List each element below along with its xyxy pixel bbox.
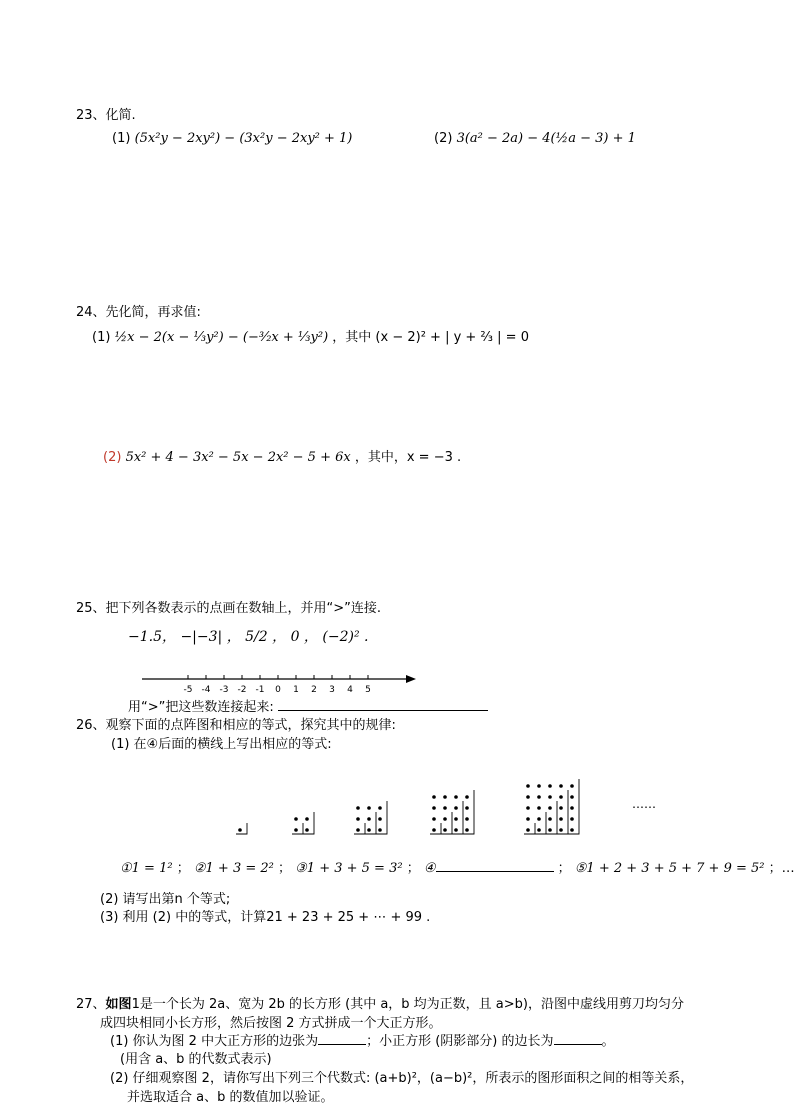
q26-sub1: (1) 在④后面的横线上写出相应的等式: [111,737,332,752]
dot [548,817,552,821]
q23-p1-label: (1) [112,131,131,146]
q23-title: 23、化简. [76,108,136,123]
axis-tick-label: -2 [237,685,247,695]
dot [443,795,447,799]
dot [526,795,530,799]
q27-sub1-b: ；小正方形 (阴影部分) 的边长为 [366,1034,554,1049]
dot [570,784,574,788]
number-line [140,672,420,698]
axis-tick-label: 3 [329,685,335,695]
dot [537,817,541,821]
dot [367,817,371,821]
q27-sub2-cont: 并选取适合 a、b 的数值加以验证。 [127,1090,334,1105]
dot [356,828,360,832]
q24-p1-expr: ½x − 2(x − ⅓y²) − (−³⁄₂x + ⅓y²) [114,330,329,345]
q27-line1 [76,993,684,1012]
layer-separator [430,823,441,834]
q27-sub1 [110,1030,615,1049]
axis-tick-label: -3 [219,685,229,695]
q24-p1-label: (1) [92,330,111,345]
dot [465,817,469,821]
q26-title: 26、观察下面的点阵图和相应的等式，探究其中的规律: [76,718,396,733]
q26-sub2: (2) 请写出第n 个等式; [100,892,231,907]
dot [454,817,458,821]
dot [305,817,309,821]
q27-blank-1[interactable] [318,1032,366,1045]
dot [356,817,360,821]
dot [559,828,563,832]
eq-5: ⑤1 + 2 + 3 + 5 + 7 + 9 = 5² [574,861,765,876]
dot [526,817,530,821]
dot [294,828,298,832]
dot [432,795,436,799]
dot [559,817,563,821]
eq-3: ③1 + 3 + 5 = 3² [295,861,403,876]
dot-ellipsis: …… [632,797,656,811]
q24-part1 [92,326,529,345]
dot [367,828,371,832]
dot-figure-3 [354,801,387,834]
q23-part2 [434,131,636,146]
axis-tick-label: -4 [201,685,211,695]
dot [443,817,447,821]
dot [548,795,552,799]
axis-tick-label: 5 [365,685,371,695]
q23-p1-expr: (5x²y − 2xy²) − (3x²y − 2xy² + 1) [134,131,353,146]
dot [548,806,552,810]
dot [537,828,541,832]
eq-4-answer-line[interactable] [436,859,554,872]
dot [465,828,469,832]
axis-tick-label: 1 [293,685,299,695]
dot [537,795,541,799]
dot [526,806,530,810]
dot [356,806,360,810]
dot [537,806,541,810]
q25-answer-line[interactable] [278,698,488,711]
dot [559,795,563,799]
dot [559,806,563,810]
dot [454,795,458,799]
q27-sub1-a: (1) 你认为图 2 中大正方形的边张为 [110,1034,319,1049]
q27-sub2: (2) 仔细观察图 2，请你写出下列三个代数式: (a+b)²，(a−b)²，所表示的图形面积之间的相等关系， [110,1071,694,1086]
layer-separator [524,823,535,834]
dot [443,828,447,832]
dot [570,828,574,832]
dot [378,817,382,821]
dot [305,828,309,832]
eq-tail: ；… [768,861,795,876]
q23-p2-expr: 3(a² − 2a) − 4(½a − 3) + 1 [456,131,636,146]
dot [570,806,574,810]
axis-tick-label: 2 [311,685,317,695]
number-line-arrow-icon [406,675,416,683]
q24-title: 24、先化简，再求值: [76,305,201,320]
q24-p2-label: (2) [103,450,122,465]
dot [548,828,552,832]
eq-4: ④ [423,861,436,876]
axis-ticks [184,675,371,695]
q24-p2-condition: ，其中，x = −3 . [354,450,462,465]
dot [432,817,436,821]
axis-tick-label: 0 [275,685,281,695]
dot [443,806,447,810]
axis-tick-label: -5 [183,685,193,695]
dot [526,784,530,788]
q25-connect-label: 用“>”把这些数连接起来: [128,700,274,715]
dot [570,795,574,799]
dot-figure-2 [292,812,314,834]
eq-2: ②1 + 3 = 2² [193,861,274,876]
q27-text1: 1是一个长为 2a、宽为 2b 的长方形 (其中 a，b 均为正数，且 a>b)，沿图中虚线用剪刀均匀分 [131,997,684,1012]
dot [294,817,298,821]
q26-sub3: (3) 利用 (2) 中的等式，计算21 + 23 + 25 + ⋯ + 99 . [100,910,431,925]
q24-p1-condition: ，其中 (x − 2)² + | y + ⅔ | = 0 [332,330,529,345]
dot [378,806,382,810]
dot [367,806,371,810]
dot-figure-4 [430,790,474,834]
dot [526,828,530,832]
dot [548,784,552,788]
eq-1: ①1 = 1² [120,861,173,876]
dot [454,806,458,810]
dot [432,806,436,810]
q23-p2-label: (2) [434,131,453,146]
q27-line2: 成四块相同小长方形，然后按图 2 方式拼成一个大正方形。 [100,1016,442,1031]
dot [559,784,563,788]
q25-connect [128,696,488,715]
layer-separator [354,823,365,834]
q24-p2-expr: 5x² + 4 − 3x² − 5x − 2x² − 5 + 6x [125,450,351,465]
q27-sub1-note: (用含 a、b 的代数式表示) [120,1052,272,1067]
dot-figure-1 [236,823,247,834]
q23-part1 [112,131,352,146]
q26-equations: ①1 = 1² ； ②1 + 3 = 2² ； ③1 + 3 + 5 = 3² ； ④ ； ⑤1 + 2 + 3 + 5 + 7 + 9 = 5² ；… [120,861,795,876]
q27-lead: 如图 [105,997,132,1012]
dot-figure-5 [524,779,579,834]
q25-title: 25、把下列各数表示的点画在数轴上，并用“>”连接. [76,601,382,616]
dot-patterns [226,762,666,842]
layer-separator [292,823,303,834]
axis-tick-label: 4 [347,685,353,695]
layer-separator [236,823,247,834]
dot [537,784,541,788]
q27-blank-2[interactable] [554,1032,602,1045]
dot [432,828,436,832]
dot [465,795,469,799]
q27-number: 27、 [76,997,106,1012]
dot [238,828,242,832]
q25-numbers: −1.5， −|−3| ， 5/2 ， 0 ， (−2)² . [128,629,369,645]
dot [570,817,574,821]
axis-tick-label: -1 [255,685,265,695]
dot [454,828,458,832]
dot [465,806,469,810]
q27-sub1-c: 。 [601,1034,615,1049]
q24-part2 [103,446,461,465]
dot [378,828,382,832]
